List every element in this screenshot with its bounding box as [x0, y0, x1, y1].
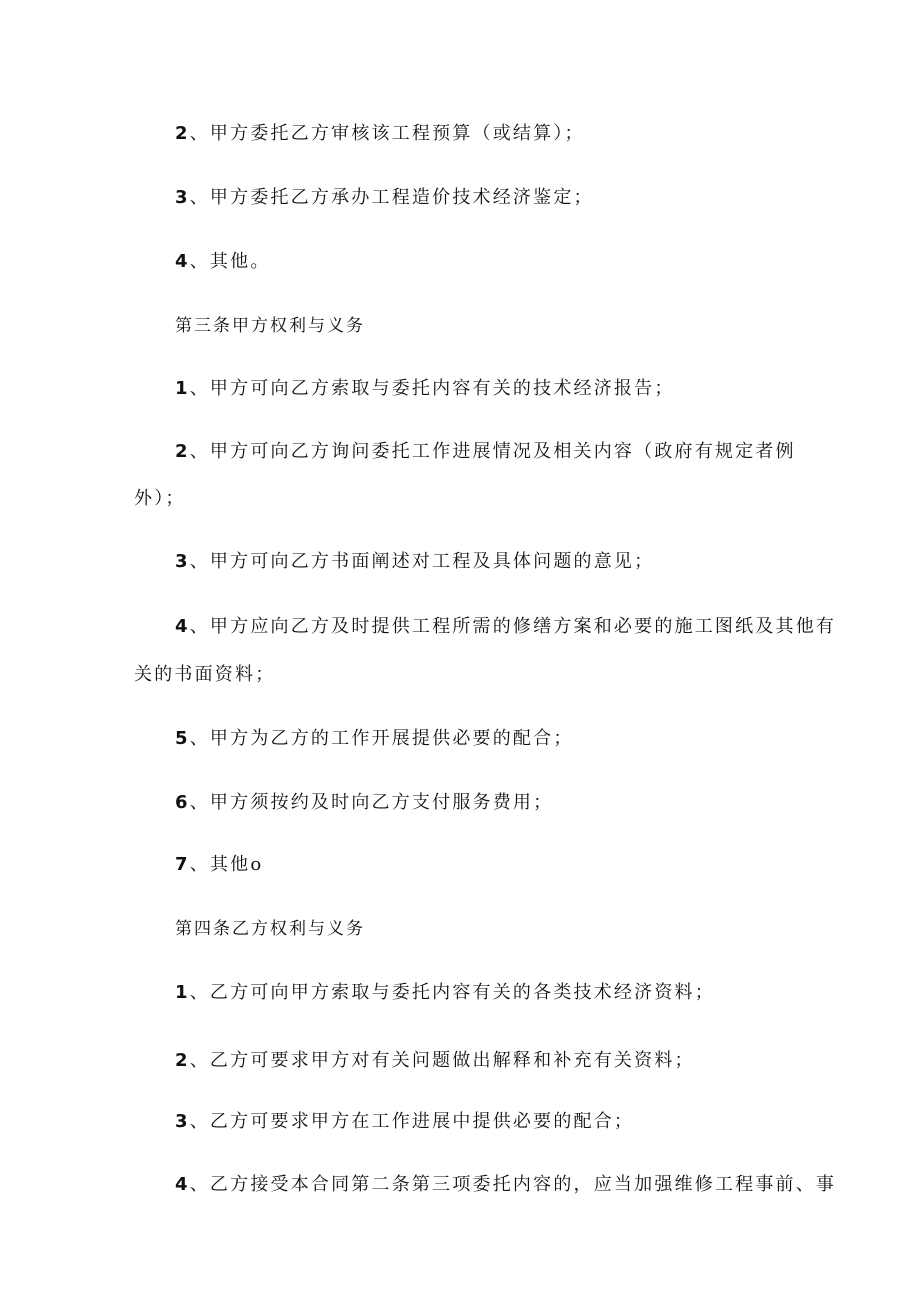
clause-3-1	[175, 377, 675, 401]
clause-3-4	[175, 615, 836, 639]
item-number: 3	[175, 187, 190, 208]
item-text: 、甲方可向乙方书面阐述对工程及具体问题的意见；	[189, 551, 655, 572]
clause-4-4	[175, 1173, 836, 1197]
item-text: 、甲方可向乙方询问委托工作进展情况及相关内容（政府有规定者例	[189, 441, 796, 462]
item-text: 、甲方可向乙方索取与委托内容有关的技术经济报告；	[189, 378, 675, 399]
clause-4-3	[175, 1110, 634, 1134]
item-number: 5	[175, 728, 190, 749]
clause-3-2-continuation: 外）；	[134, 488, 186, 509]
item-number: 3	[175, 1111, 190, 1132]
item-text: 、甲方委托乙方审核该工程预算（或结算）；	[189, 123, 585, 144]
item-number: 2	[175, 441, 190, 462]
clause-3-6	[175, 791, 553, 815]
item-text: 、甲方为乙方的工作开展提供必要的配合；	[189, 728, 574, 749]
item-text: 、甲方应向乙方及时提供工程所需的修缮方案和必要的施工图纸及其他有	[189, 616, 837, 637]
item-text: 、甲方须按约及时向乙方支付服务费用；	[189, 792, 554, 813]
item-number: 2	[175, 123, 190, 144]
item-number: 3	[175, 551, 190, 572]
item-number: 2	[175, 1050, 190, 1071]
clause-4-2	[175, 1049, 695, 1073]
item-text: 、其他o	[189, 854, 264, 875]
item-number: 4	[175, 616, 190, 637]
item-number: 4	[175, 251, 190, 272]
item-text: 、乙方接受本合同第二条第三项委托内容的，应当加强维修工程事前、事	[189, 1174, 837, 1195]
item-text: 、乙方可向甲方索取与委托内容有关的各类技术经济资料；	[189, 982, 715, 1003]
item-number: 1	[175, 378, 190, 399]
item-text: 、甲方委托乙方承办工程造价技术经济鉴定；	[189, 187, 594, 208]
item-number: 1	[175, 982, 190, 1003]
item-number: 7	[175, 854, 190, 875]
clause-2-3	[175, 186, 594, 210]
clause-4-1	[175, 981, 715, 1005]
clause-2-4	[175, 250, 271, 274]
item-text: 、乙方可要求甲方对有关问题做出解释和补充有关资料；	[189, 1050, 695, 1071]
item-number: 6	[175, 792, 190, 813]
clause-3-4-continuation: 关的书面资料；	[134, 664, 276, 685]
item-text: 、其他。	[189, 251, 271, 272]
clause-3-7	[175, 853, 263, 877]
clause-2-2	[175, 122, 585, 146]
clause-3-2	[175, 440, 796, 464]
item-number: 4	[175, 1174, 190, 1195]
article-3-heading: 第三条甲方权利与义务	[175, 316, 365, 336]
item-text: 、乙方可要求甲方在工作进展中提供必要的配合；	[189, 1111, 635, 1132]
clause-3-5	[175, 727, 574, 751]
clause-3-3	[175, 550, 654, 574]
article-4-heading: 第四条乙方权利与义务	[175, 919, 365, 939]
